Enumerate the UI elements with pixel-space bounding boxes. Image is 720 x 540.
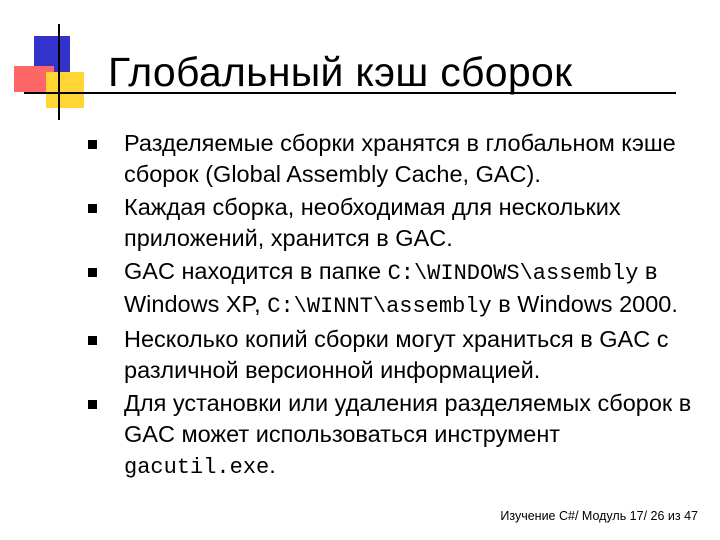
bullet-list <box>88 128 696 485</box>
bullet-text: Разделяемые сборки хранятся в глобальном кэше сборок (Global Assembly Cache, GAC). <box>124 130 676 187</box>
bullet-item <box>88 192 696 254</box>
bullet-item <box>88 324 696 386</box>
slide-title: Глобальный кэш сборок <box>108 49 573 95</box>
bullet-text: . <box>269 452 276 478</box>
gacutil-command: gacutil.exe <box>124 455 270 480</box>
slide-footer: Изучение C#/ Модуль 17/ 26 из 47 <box>500 509 698 523</box>
bullet-item <box>88 256 696 322</box>
bullet-square-icon <box>88 140 97 149</box>
title-decoration-vertical-line <box>58 24 60 120</box>
bullet-text: Для установки или удаления разделяемых сборок в GAC может использоваться инструмент <box>124 390 692 447</box>
bullet-text: GAC находится в папке <box>124 258 388 284</box>
bullet-text: Несколько копий сборки могут храниться в GAC с различной версионной информацией. <box>124 326 669 383</box>
bullet-square-icon <box>88 268 97 277</box>
bullet-text: в Windows XP, <box>124 258 658 317</box>
bullet-text: Каждая сборка, необходимая для нескольких приложений, хранится в GAC. <box>124 194 621 251</box>
bullet-square-icon <box>88 336 97 345</box>
windows-xp-gac-path: C:\WINDOWS\assembly <box>387 261 639 286</box>
title-decoration-yellow-square <box>46 72 84 108</box>
bullet-item <box>88 388 696 483</box>
bullet-square-icon <box>88 400 97 409</box>
bullet-text: в Windows 2000. <box>491 291 678 317</box>
windows-2000-gac-path: C:\WINNT\assembly <box>267 294 492 319</box>
bullet-square-icon <box>88 204 97 213</box>
bullet-item <box>88 128 696 190</box>
